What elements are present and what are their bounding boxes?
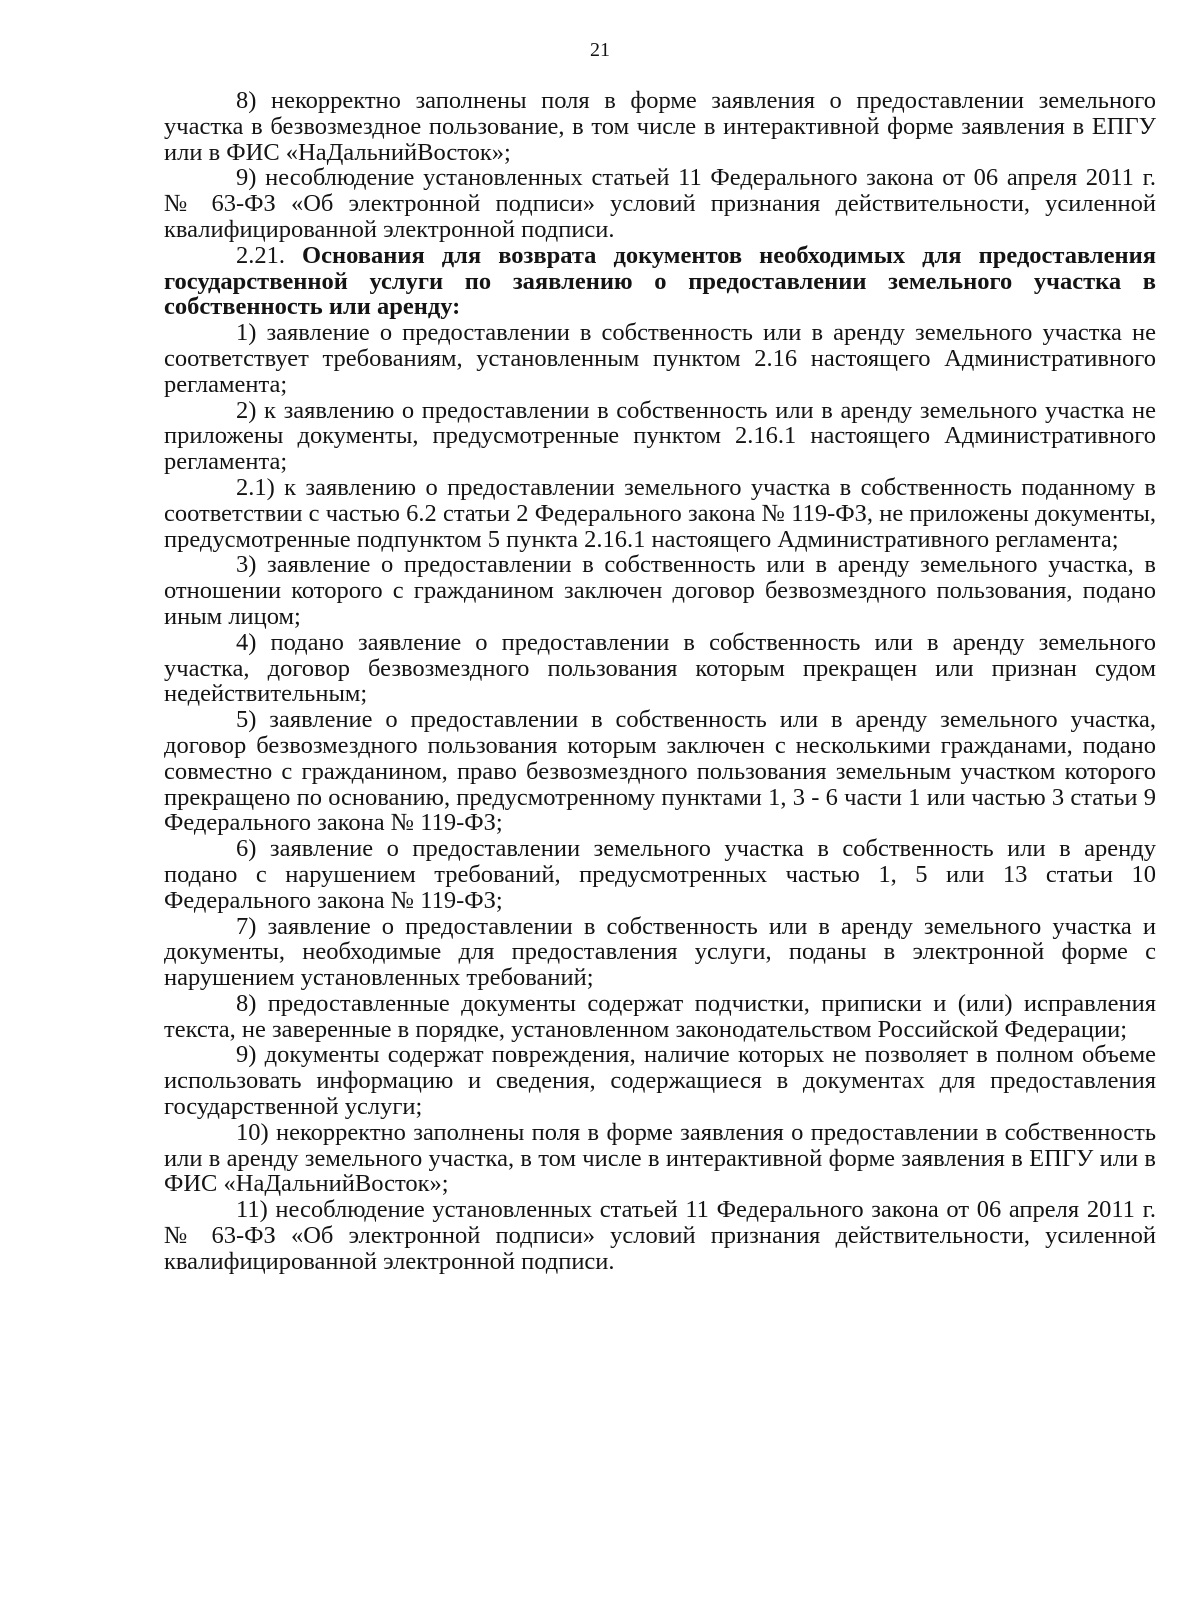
list-item: 2.1) к заявлению о предоставлении земельного участка в собственность поданному в соответствии с частью 6.2 статьи 2 Федерального закона № 119-ФЗ, не приложены документы, предусмотренные подпунктом 5 пункта 2.16.1 настоящего Административного регламента; [164, 473, 1156, 553]
document-body [164, 88, 1156, 1275]
list-item: 8) предоставленные документы содержат подчистки, приписки и (или) исправления текста, не заверенные в порядке, установленном законодательством Российской Федерации; [164, 989, 1156, 1043]
list-item: 11) несоблюдение установленных статьей 11 Федерального закона от 06 апреля 2011 г. № 63-ФЗ «Об электронной подписи» условий признания действительности, усиленной квалифицированной электронной подписи. [164, 1196, 1156, 1275]
list-item: 9) несоблюдение установленных статьей 11 Федерального закона от 06 апреля 2011 г. № 63-ФЗ «Об электронной подписи» условий признания действительности, усиленной квалифицированной электронной подписи. [164, 164, 1156, 243]
page-number: 21 [590, 39, 610, 61]
list-item: 4) подано заявление о предоставлении в собственность или в аренду земельного участка, договор безвозмездного пользования которым прекращен или признан судом недействительным; [164, 628, 1156, 708]
list-item: 9) документы содержат повреждения, наличие которых не позволяет в полном объеме использовать информацию и сведения, содержащиеся в документах для предоставления государственной услуги; [164, 1041, 1156, 1121]
section-number: 2.21. [236, 241, 285, 269]
list-item: 2) к заявлению о предоставлении в собственность или в аренду земельного участка не приложены документы, предусмотренные пунктом 2.16.1 настоящего Административного регламента; [164, 396, 1156, 476]
list-item: 8) некорректно заполнены поля в форме заявления о предоставлении земельного участка в безвозмездное пользование, в том числе в интерактивной форме заявления в ЕПГУ или в ФИС «НаДальнийВосток»; [164, 87, 1156, 166]
section-heading [164, 243, 1156, 320]
list-item: 7) заявление о предоставлении в собственность или в аренду земельного участка и документы, необходимые для предоставления услуги, поданы в электронной форме с нарушением установленных требований; [164, 912, 1156, 992]
list-item: 10) некорректно заполнены поля в форме заявления о предоставлении в собственность или в аренду земельного участка, в том числе в интерактивной форме заявления в ЕПГУ или в ФИС «НаДальнийВосток»; [164, 1118, 1156, 1198]
list-item: 3) заявление о предоставлении в собственность или в аренду земельного участка, в отношении которого с гражданином заключен договор безвозмездного пользования, подано иным лицом; [164, 551, 1156, 630]
list-item: 5) заявление о предоставлении в собственность или в аренду земельного участка, договор безвозмездного пользования которым заключен с несколькими гражданами, подано совместно с гражданином, право безвозмездного пользования земельным участком которого прекращено по основанию, предусмотренному пунктами 1, 3 - 6 части 1 или частью 3 статьи 9 Федерального закона № 119-ФЗ; [164, 706, 1156, 837]
section-heading-text: Основания для возврата документов необходимых для предоставления государственной услуги по заявлению о предоставлении земельного участка в собственность или аренду: [164, 241, 1156, 321]
list-item: 6) заявление о предоставлении земельного участка в собственность или в аренду подано с нарушением требований, предусмотренных частью 1, 5 или 13 статьи 10 Федерального закона № 119-ФЗ; [164, 835, 1156, 914]
list-item: 1) заявление о предоставлении в собственность или в аренду земельного участка не соответствует требованиям, установленным пунктом 2.16 настоящего Административного регламента; [164, 319, 1156, 398]
